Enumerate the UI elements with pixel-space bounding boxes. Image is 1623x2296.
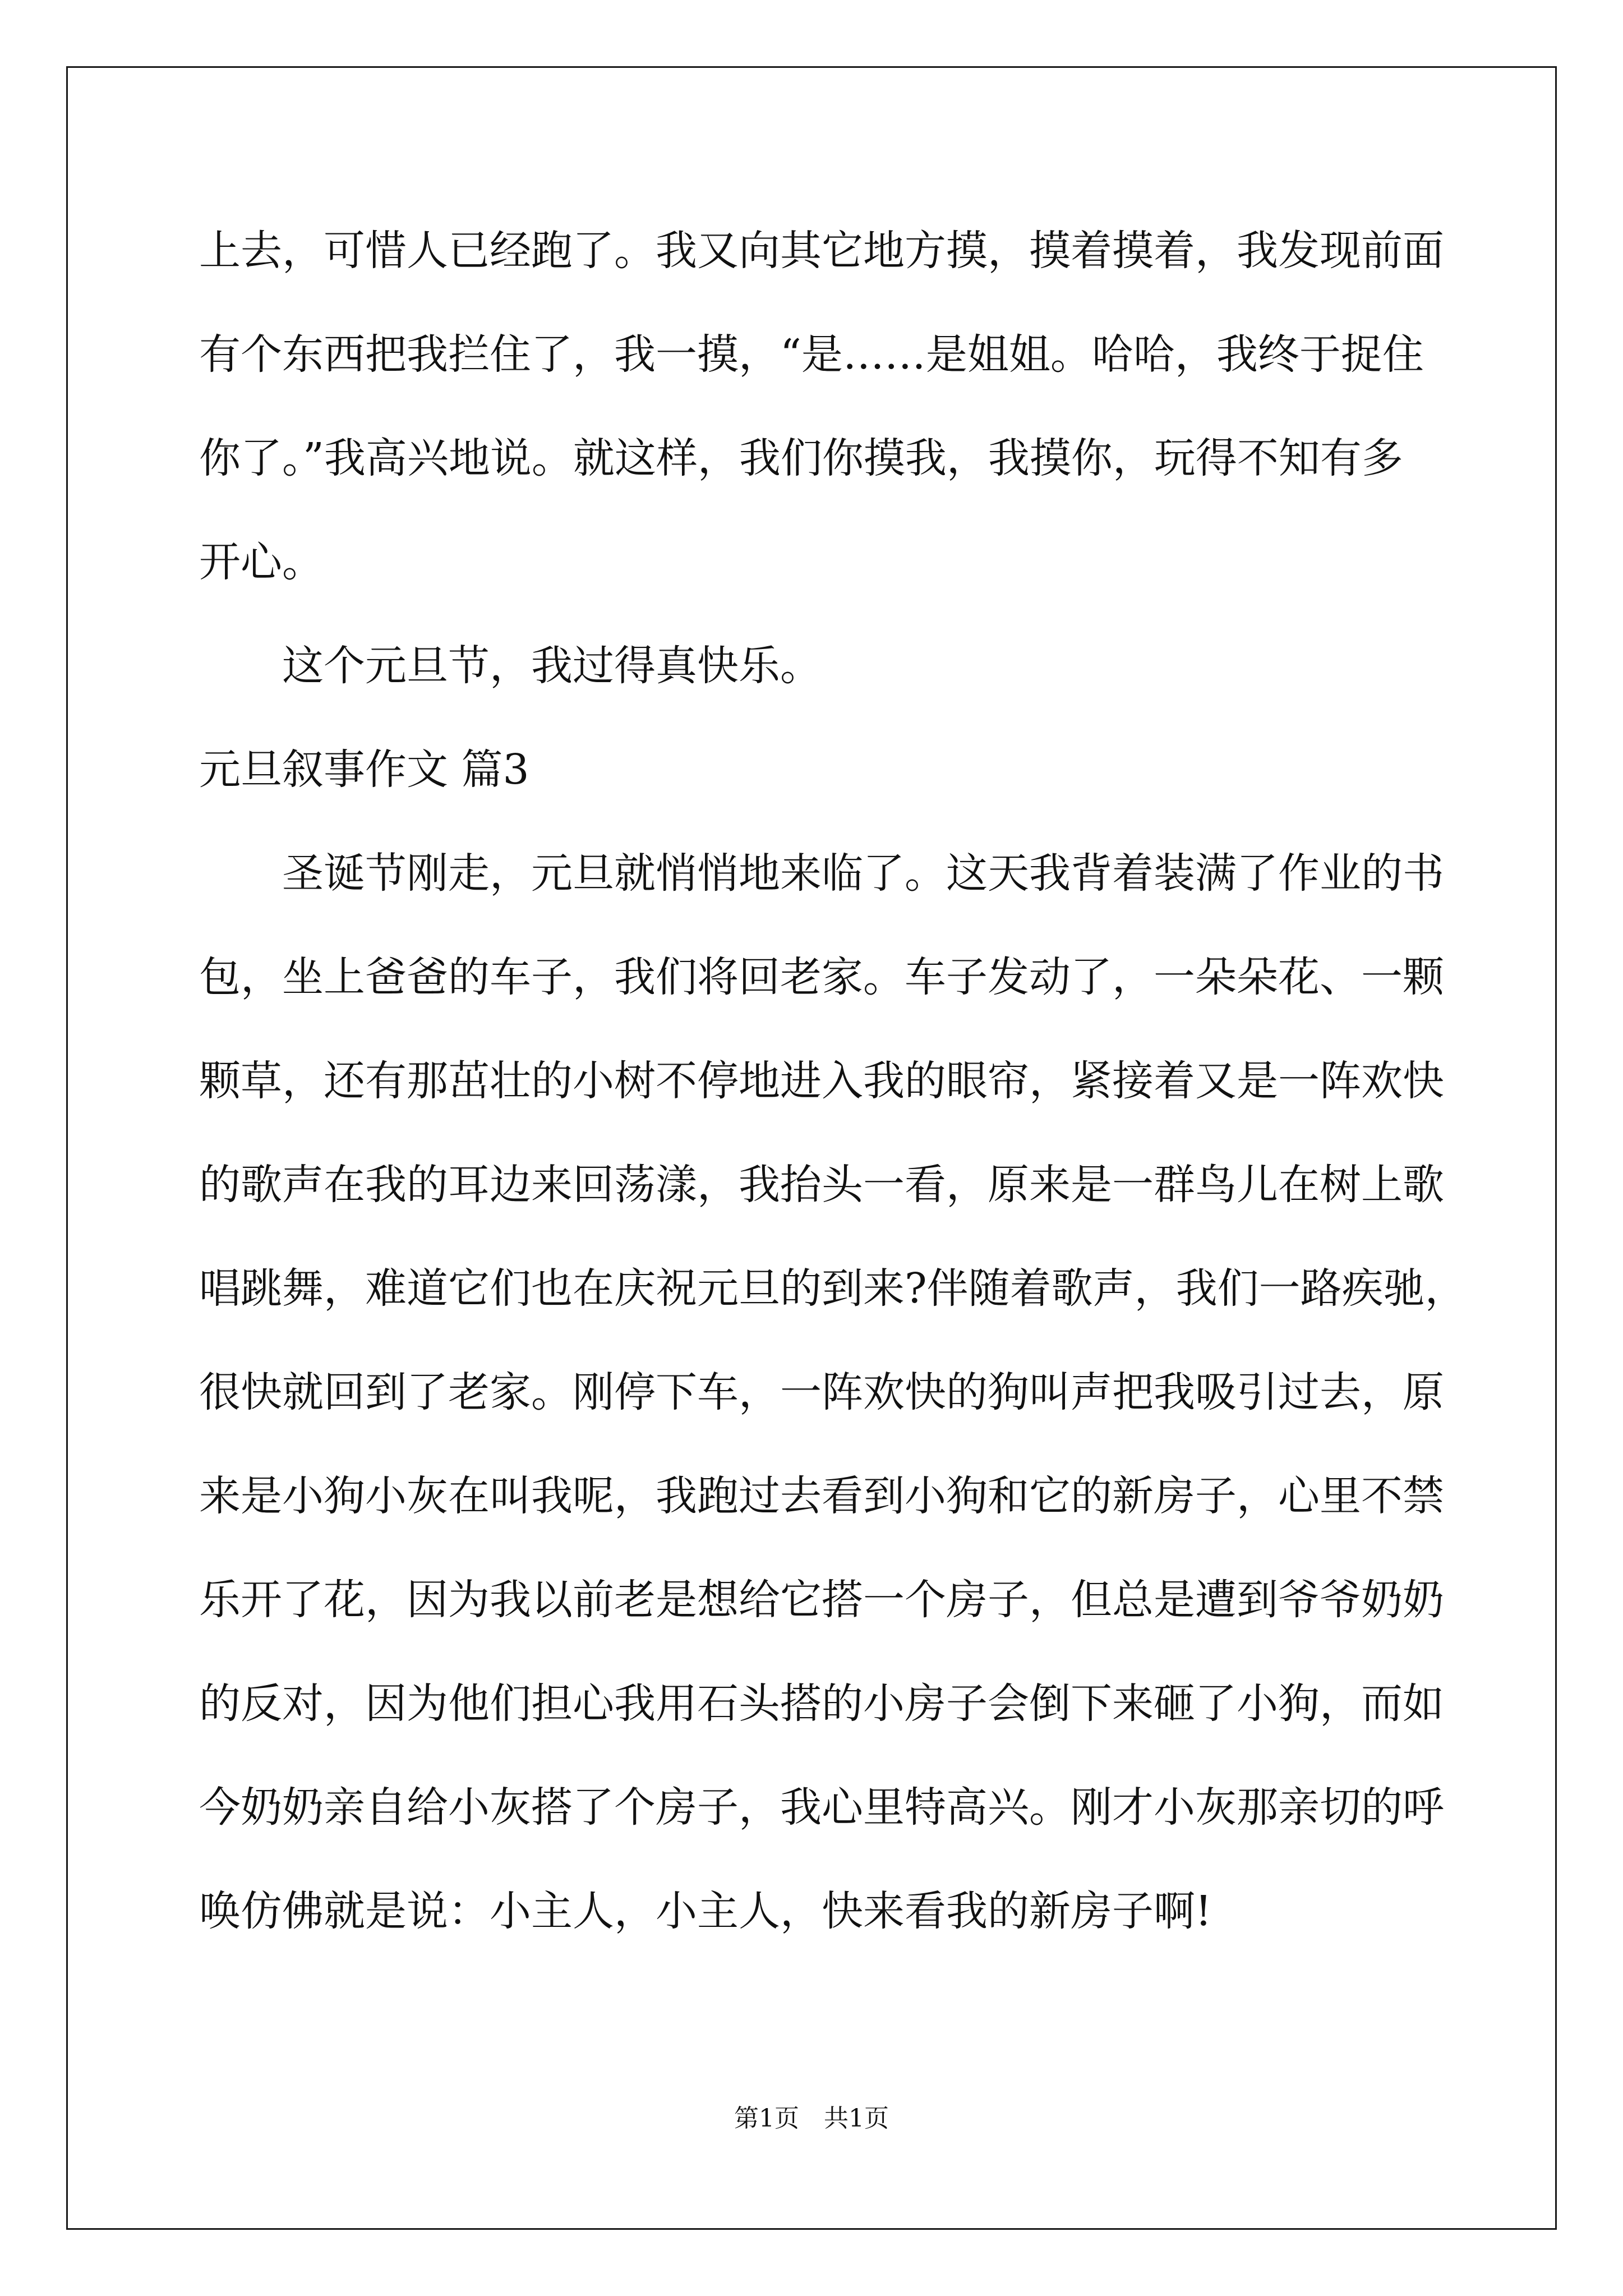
paragraph-line: 乐开了花，因为我以前老是想给它搭一个房子，但总是遭到爷爷奶奶 [199,1576,1444,1624]
paragraph-line: 来是小狗小灰在叫我呢，我跑过去看到小狗和它的新房子，心里不禁 [199,1472,1444,1520]
paragraph-line: 颗草，还有那茁壮的小树不停地进入我的眼帘，紧接着又是一阵欢快 [199,1057,1444,1105]
paragraph-line: 上去，可惜人已经跑了。我又向其它地方摸，摸着摸着，我发现前面 [199,227,1444,275]
paragraph-line: 圣诞节刚走，元旦就悄悄地来临了。这天我背着装满了作业的书 [282,849,1444,898]
paragraph-line: 你了。”我高兴地说。就这样，我们你摸我，我摸你，玩得不知有多 [199,434,1403,482]
paragraph-line: 很快就回到了老家。刚停下车，一阵欢快的狗叫声把我吸引过去，原 [199,1368,1444,1416]
section-heading: 元旦叙事作文 篇3 [199,746,529,794]
paragraph-line: 有个东西把我拦住了，我一摸，“是……是姐姐。哈哈，我终于捉住 [199,330,1424,379]
paragraph-line: 这个元旦节，我过得真快乐。 [282,642,822,690]
paragraph-line: 今奶奶亲自给小灰搭了个房子，我心里特高兴。刚才小灰那亲切的呼 [199,1783,1444,1832]
paragraph-line: 包，坐上爸爸的车子，我们将回老家。车子发动了，一朵朵花、一颗 [199,953,1444,1001]
document-body [199,199,1489,1963]
page-footer: 第1页 共1页 [734,2104,889,2133]
paragraph-line: 的歌声在我的耳边来回荡漾，我抬头一看，原来是一群鸟儿在树上歌 [199,1161,1444,1209]
paragraph-line: 开心。 [199,538,324,586]
paragraph-line: 唤仿佛就是说：小主人，小主人，快来看我的新房子啊! [199,1887,1212,1935]
paragraph-line: 唱跳舞，难道它们也在庆祝元旦的到来?伴随着歌声，我们一路疾驰， [199,1264,1467,1313]
paragraph-line: 的反对，因为他们担心我用石头搭的小房子会倒下来砸了小狗，而如 [199,1680,1444,1728]
